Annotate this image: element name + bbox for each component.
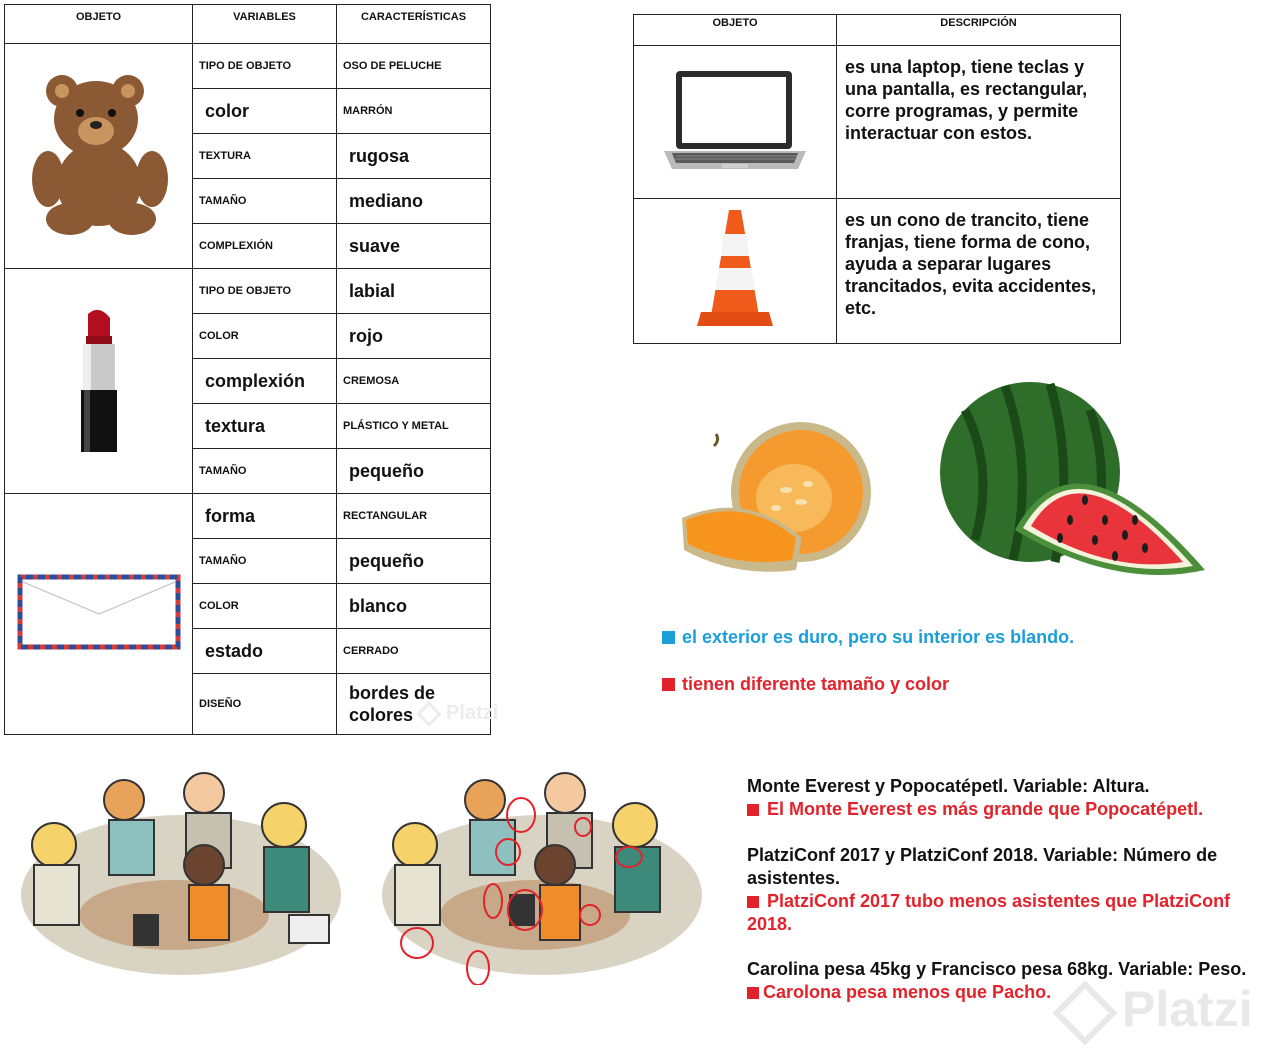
- traffic-cone-icon: [695, 206, 775, 331]
- platzi-watermark-small: Platzi: [420, 702, 498, 725]
- header-variables: VARIABLES: [193, 5, 337, 44]
- characteristic-cell: pequeño: [337, 539, 491, 584]
- comparison-2-answer: PlatziConf 2017 tubo menos asistentes que PlatziConf 2018.: [747, 891, 1231, 934]
- characteristic-cell: labial: [337, 269, 491, 314]
- characteristic-cell: pequeño: [337, 449, 491, 494]
- comparison-1-answer: El Monte Everest es más grande que Popocatépetl.: [767, 799, 1204, 819]
- blue-bullet-icon: [662, 631, 675, 644]
- cone-cell: [634, 199, 837, 344]
- comparison-3-statement: Carolina pesa 45kg y Francisco pesa 68kg. Variable: Peso.: [747, 959, 1247, 979]
- fruit-note-1: [662, 627, 1074, 648]
- characteristic-cell: CREMOSA: [337, 359, 491, 404]
- table-row: [5, 44, 491, 89]
- red-bullet-icon: [747, 987, 759, 999]
- laptop-icon: [660, 65, 810, 175]
- fruit-note-1-text: el exterior es duro, pero su interior es blando.: [682, 627, 1075, 647]
- platzi-logo-icon: [1052, 980, 1117, 1045]
- comparison-2: [747, 844, 1247, 936]
- variables-table: [4, 4, 491, 735]
- characteristic-cell: rojo: [337, 314, 491, 359]
- table-row: [5, 494, 491, 539]
- teddy-bear-cell: [5, 44, 193, 269]
- platzi-watermark: Platzi: [1062, 980, 1253, 1038]
- comparison-3-answer: Carolona pesa menos que Pacho.: [763, 982, 1052, 1002]
- variable-cell: COMPLEXIÓN: [193, 224, 337, 269]
- red-bullet-icon: [747, 896, 759, 908]
- characteristic-cell: RECTANGULAR: [337, 494, 491, 539]
- variable-cell: DISEÑO: [193, 674, 337, 735]
- platzi-logo-icon: [416, 701, 441, 726]
- variable-cell: forma: [193, 494, 337, 539]
- comparison-1-statement: Monte Everest y Popocatépetl. Variable: Altura.: [747, 776, 1150, 796]
- header-objeto-right: OBJETO: [634, 15, 837, 46]
- envelope-cell: [5, 494, 193, 735]
- table-row: [5, 269, 491, 314]
- variable-cell: estado: [193, 629, 337, 674]
- lipstick-icon: [74, 304, 124, 454]
- variable-cell: TAMAÑO: [193, 449, 337, 494]
- characteristic-cell: PLÁSTICO Y METAL: [337, 404, 491, 449]
- variable-cell: color: [193, 89, 337, 134]
- friends-party-illustration-with-differences-circled: [375, 765, 709, 985]
- variable-cell: TEXTURA: [193, 134, 337, 179]
- characteristic-cell: suave: [337, 224, 491, 269]
- lipstick-cell: [5, 269, 193, 494]
- header-descripcion: DESCRIPCIÓN: [837, 15, 1121, 46]
- fruit-note-2-text: tienen diferente tamaño y color: [682, 674, 950, 694]
- variable-cell: COLOR: [193, 584, 337, 629]
- watermelon-icon: [935, 380, 1215, 585]
- variable-cell: COLOR: [193, 314, 337, 359]
- envelope-icon: [17, 574, 181, 650]
- variable-cell: complexión: [193, 359, 337, 404]
- characteristic-cell: bordes de colores: [337, 674, 491, 735]
- teddy-bear-icon: [24, 69, 174, 239]
- laptop-description: es una laptop, tiene teclas y una pantalla, es rectangular, corre programas, y permite interactuar con estos.: [837, 46, 1121, 199]
- characteristic-cell: rugosa: [337, 134, 491, 179]
- variable-cell: TIPO DE OBJETO: [193, 269, 337, 314]
- laptop-cell: [634, 46, 837, 199]
- characteristic-cell: mediano: [337, 179, 491, 224]
- characteristic-cell: blanco: [337, 584, 491, 629]
- red-bullet-icon: [747, 804, 759, 816]
- variable-cell: TAMAÑO: [193, 539, 337, 584]
- header-caracteristicas: CARACTERÍSTICAS: [337, 5, 491, 44]
- characteristic-cell: CERRADO: [337, 629, 491, 674]
- fruit-note-2: [662, 674, 949, 695]
- comparison-1: [747, 775, 1247, 821]
- header-objeto: OBJETO: [5, 5, 193, 44]
- cantaloupe-melon-icon: [676, 420, 886, 580]
- friends-party-illustration: [14, 765, 348, 985]
- characteristic-cell: MARRÓN: [337, 89, 491, 134]
- characteristic-cell: OSO DE PELUCHE: [337, 44, 491, 89]
- red-bullet-icon: [662, 678, 675, 691]
- variable-cell: TIPO DE OBJETO: [193, 44, 337, 89]
- variable-cell: textura: [193, 404, 337, 449]
- cone-description: es un cono de trancito, tiene franjas, tiene forma de cono, ayuda a separar lugares trancitados, evita accidentes, etc.: [837, 199, 1121, 344]
- description-table: [633, 14, 1121, 344]
- comparison-2-statement: PlatziConf 2017 y PlatziConf 2018. Variable: Número de asistentes.: [747, 845, 1218, 888]
- variable-cell: TAMAÑO: [193, 179, 337, 224]
